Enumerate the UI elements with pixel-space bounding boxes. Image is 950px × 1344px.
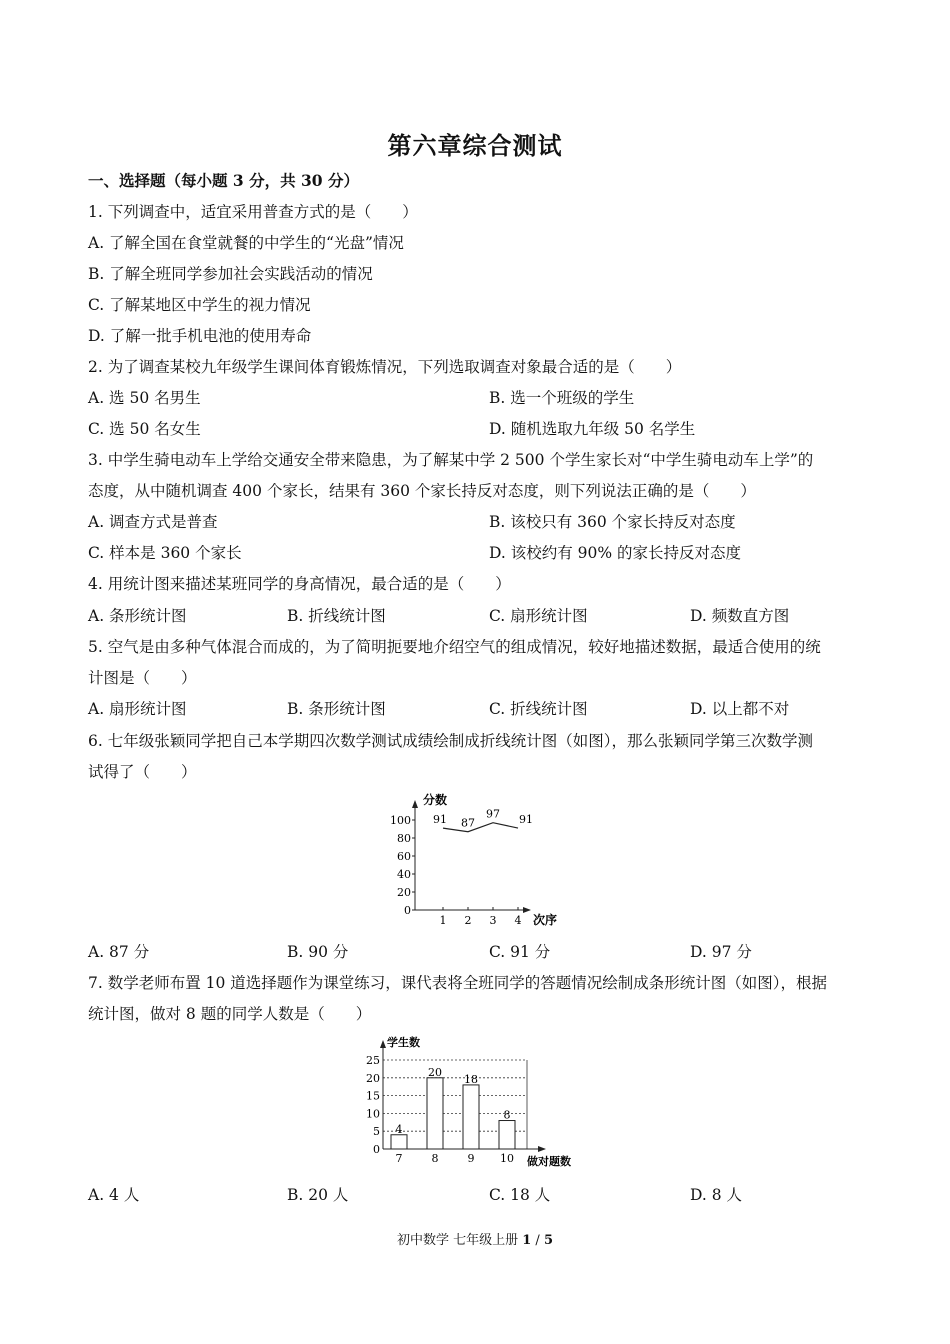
q6-stem-line2: 试得了（ ） (88, 763, 197, 781)
q3-option-b: B. 该校只有 360 个家长持反对态度 (489, 513, 736, 531)
q1-option-a: A. 了解全国在食堂就餐的中学生的“光盘”情况 (88, 234, 404, 252)
q3-stem-line2: 态度，从中随机调查 400 个家长，结果有 360 个家长持反对态度，则下列说法正确的是（ ） (88, 482, 756, 500)
bar-chart-y-arrow (380, 1040, 386, 1048)
footer-text: 初中数学 七年级上册 (396, 1233, 523, 1248)
q5-stem-line1: 5. 空气是由多种气体混合而成的，为了简明扼要地介绍空气的组成情况，较好地描述数据，最适合使用的统 (88, 638, 821, 656)
line-chart-y-arrow (412, 800, 418, 808)
q5-option-d: D. 以上都不对 (690, 700, 790, 718)
bar-chart-bar (391, 1135, 407, 1149)
line-chart-y-tick-label: 60 (397, 850, 411, 863)
bar-chart-data-labels (396, 1066, 511, 1136)
q6-option-b: B. 90 分 (287, 943, 349, 961)
line-chart-y-label: 分数 (423, 793, 448, 807)
bar-chart-y-label: 学生数 (387, 1036, 420, 1049)
bar-chart-x-tick-label: 10 (500, 1152, 514, 1165)
q5-option-a: A. 扇形统计图 (88, 700, 187, 718)
bar-chart-data-label: 20 (428, 1065, 442, 1079)
q5-stem-line2: 计图是（ ） (88, 669, 197, 687)
q7-stem-line1: 7. 数学老师布置 10 道选择题作为课堂练习，课代表将全班同学的答题情况绘制成条形统计图（如图），根据 (88, 974, 828, 992)
q4-option-d: D. 频数直方图 (690, 607, 790, 625)
q7-option-a: A. 4 人 (88, 1186, 140, 1204)
footer-page-number: 1 (522, 1233, 532, 1248)
line-chart-y-tick-label: 0 (404, 904, 411, 917)
line-chart-y-tick-label: 20 (397, 886, 411, 899)
q6-option-c: C. 91 分 (489, 943, 551, 961)
q1-option-d: D. 了解一批手机电池的使用寿命 (88, 327, 312, 345)
q4-option-a: A. 条形统计图 (88, 607, 187, 625)
line-chart-x-label: 次序 (533, 913, 558, 927)
q7-option-b: B. 20 人 (287, 1186, 349, 1204)
bar-chart-bar (463, 1085, 479, 1149)
bar-chart-x-tick-label: 7 (395, 1152, 403, 1165)
line-chart-data-label: 91 (519, 813, 533, 827)
bar-chart-y-ticks (366, 1054, 380, 1156)
footer-page-total: 5 (543, 1233, 553, 1248)
bar-chart-y-tick-label: 20 (366, 1071, 380, 1085)
bar-chart-bar (427, 1078, 443, 1149)
q6-stem-line1: 6. 七年级张颖同学把自己本学期四次数学测试成绩绘制成折线统计图（如图），那么张颖同学第三次数学测 (88, 732, 813, 750)
bar-chart-x-label: 做对题数 (527, 1155, 571, 1168)
bar-chart-y-tick-label: 10 (366, 1107, 380, 1121)
bar-chart-data-label: 4 (395, 1122, 403, 1136)
q1-stem: 1. 下列调查中，适宜采用普查方式的是（ ） (88, 203, 418, 221)
page-footer (0, 1229, 950, 1248)
q6-option-d: D. 97 分 (690, 943, 752, 961)
q1-option-c: C. 了解某地区中学生的视力情况 (88, 296, 311, 314)
line-chart-x-arrow (523, 907, 531, 913)
q5-option-c: C. 折线统计图 (489, 700, 588, 718)
line-chart-data-label: 97 (486, 807, 500, 821)
bar-chart-x-ticks (396, 1152, 515, 1165)
line-chart-y-ticks (390, 814, 415, 917)
score-line-series (443, 823, 518, 832)
q3-stem-line1: 3. 中学生骑电动车上学给交通安全带来隐患，为了解某中学 2 500 个学生家长对“中学生骑电动车上学”的 (88, 451, 814, 469)
bar-chart-data-label: 18 (464, 1072, 478, 1086)
q7-stem-line2: 统计图，做对 8 题的同学人数是（ ） (88, 1005, 372, 1023)
bar-chart-y-tick-label: 25 (366, 1054, 380, 1067)
q2-option-a: A. 选 50 名男生 (88, 389, 201, 407)
q1-option-b: B. 了解全班同学参加社会实践活动的情况 (88, 265, 373, 283)
bar-chart-y-tick-label: 15 (366, 1089, 380, 1103)
bar-chart-y-tick-label: 0 (373, 1143, 380, 1156)
line-chart-y-tick-label: 80 (397, 832, 411, 845)
q7-option-d: D. 8 人 (690, 1186, 743, 1204)
q6-option-a: A. 87 分 (88, 943, 150, 961)
bar-chart-x-tick-label: 8 (431, 1152, 439, 1165)
q3-option-c: C. 样本是 360 个家长 (88, 544, 242, 562)
q4-option-c: C. 扇形统计图 (489, 607, 588, 625)
line-chart-data-label: 91 (433, 813, 447, 827)
q7-option-c: C. 18 人 (489, 1186, 551, 1204)
line-chart-data-label: 87 (461, 816, 475, 830)
bar-chart-x-arrow (538, 1146, 546, 1152)
line-chart-x-tick-label: 2 (464, 914, 472, 927)
score-line-chart (385, 792, 565, 932)
footer-separator: / (531, 1233, 544, 1248)
q2-option-b: B. 选一个班级的学生 (489, 389, 635, 407)
q4-option-b: B. 折线统计图 (287, 607, 386, 625)
page-title: 第六章综合测试 (387, 131, 563, 160)
q2-stem: 2. 为了调查某校九年级学生课间体育锻炼情况，下列选取调查对象最合适的是（ ） (88, 358, 682, 376)
q2-option-c: C. 选 50 名女生 (88, 420, 201, 438)
line-chart-x-tick-label: 3 (489, 914, 497, 927)
line-chart-y-tick-label: 100 (390, 814, 411, 827)
q5-option-b: B. 条形统计图 (287, 700, 386, 718)
line-chart-y-tick-label: 40 (397, 868, 411, 881)
line-chart-x-tick-label: 4 (514, 914, 522, 927)
bar-chart-data-label: 8 (503, 1108, 511, 1122)
line-chart-x-tick-label: 1 (439, 914, 447, 927)
q2-option-d: D. 随机选取九年级 50 名学生 (489, 420, 696, 438)
bar-chart-bar (499, 1121, 515, 1149)
bar-chart-x-tick-label: 9 (467, 1152, 475, 1165)
q4-stem: 4. 用统计图来描述某班同学的身高情况，最合适的是（ ） (88, 575, 511, 593)
bar-chart-y-tick-label: 5 (373, 1125, 380, 1139)
section-heading: 一、选择题（每小题 3 分，共 30 分） (88, 171, 359, 190)
answers-bar-chart (355, 1034, 595, 1174)
q3-option-a: A. 调查方式是普查 (88, 513, 218, 531)
q3-option-d: D. 该校约有 90% 的家长持反对态度 (489, 544, 742, 562)
